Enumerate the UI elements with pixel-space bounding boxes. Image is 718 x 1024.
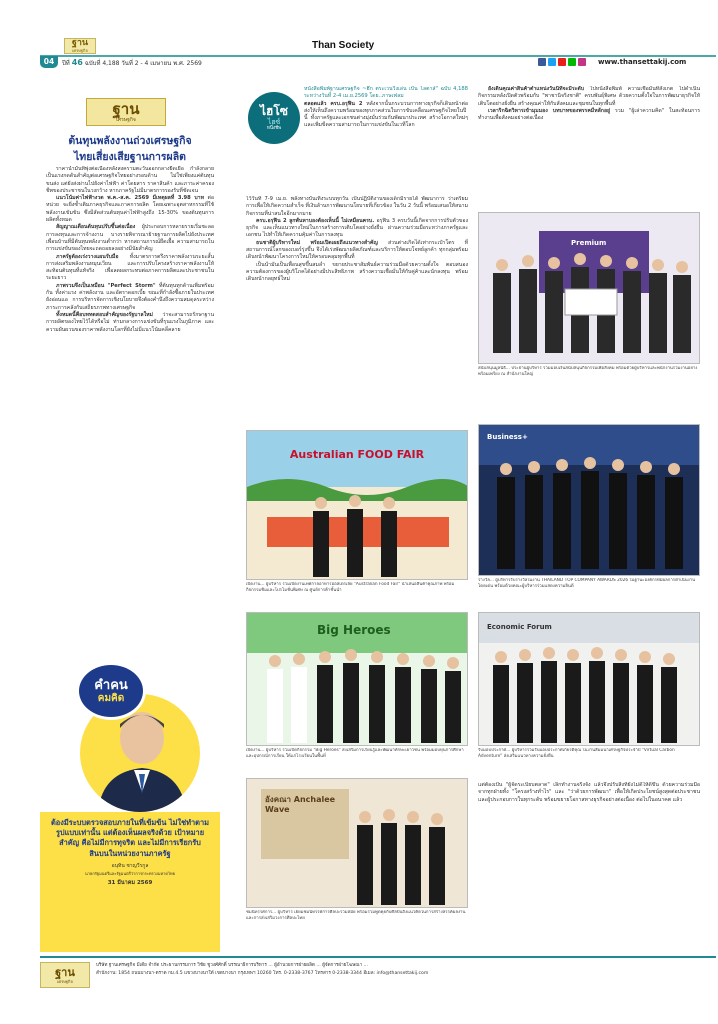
society-intro: หนังสือพิมพ์ฐานเศรษฐกิจ ~ฮึก ตระเวนวิ่งเล่น เป็น โลตาส์" ฉบับ 4,188 ระหว่างวันที่ 2-4 เม.ย.2569 โดย..ภาษเฟลม	[304, 86, 468, 100]
exhibition-label: อังคณา Anchalee Wave	[265, 795, 336, 814]
page-number-badge	[40, 56, 58, 68]
left-p3: ผู้ประกอบการหลายรายเริ่มชะลอการลงทุนและการจ้างงาน บางรายพิจารณาย้ายฐานการผลิตไปยังประเทศเพื่อนบ้านที่มีต้นทุนพลังงานต่ำกว่า หากสถานการณ์ยืดเยื้อ ความสามารถในการแข่งขันของไทยจะถดถอยลงอย่างมีนัยสำคัญ	[46, 224, 214, 253]
section-title: Than Society	[312, 40, 375, 51]
quote-author: อนุทิน ชาญวีรกูล	[111, 862, 149, 869]
kham-khon-badge	[76, 662, 146, 720]
footer-line-1: บริษัท ฐานเศรษฐกิจ มีเดีย จำกัด ประธานกรรมการ วิชัย ชูวงศ์ศักดิ์ บรรณาธิการบริหาร ... ผู้อำนวยการฝ่ายผลิต ... ผู้จัดการฝ่ายโฆษณา ...	[96, 963, 368, 968]
social-icons	[536, 58, 586, 66]
society-author: หนึ่งชีพ	[266, 125, 282, 131]
left-column	[40, 72, 220, 952]
quote-author-title: นายกรัฐมนตรีและรัฐมนตรีว่าการกระทรวงมหาดไทย	[85, 870, 175, 876]
issue-info: ฉบับที่ 4,188 วันที่ 2 - 4 เมษายน พ.ศ. 2569	[84, 60, 202, 67]
society-para4-lead: ธนชาติผู้บริหารใหม่ พร้อมเปิดเผยถึงแนวทางสำคัญ	[256, 239, 378, 246]
left-p2-lead: แนวโน้มค่าไฟฟ้างวด พ.ค.-ส.ค. 2569 มีเหตุผลที่ 3.98 บาท	[56, 195, 204, 202]
society-column-logo	[248, 92, 300, 144]
masthead-logo-sub: เศรษฐกิจ	[116, 116, 136, 123]
society-para1-lead: ตลอดแล้ว ครบ.อรุฟิน 2	[304, 100, 363, 107]
photo-premium-label: Premium	[571, 239, 607, 247]
right-para1-lead: ยังเดินคุณค่าสินค้าตำแหน่งวันนี้ที่จะมีระดับ	[488, 86, 585, 92]
issue-year: 46	[71, 58, 83, 67]
business-label: Business+	[487, 433, 528, 441]
forum-photo-icon	[479, 613, 700, 746]
website-url[interactable]: www.thansettakij.com	[598, 58, 687, 66]
left-p1: ราคาน้ำมันที่พุ่งต่อเนื่องหลังสงครามตะวันออกกลางยืดเยื้อ กำลังกลายเป็นแรงกดดันสำคัญต่อเศรษฐกิจไทยอย่างรอบด้าน ไม่ใช่เพียงแค่ต้นทุนขนส่ง แต่ยังส่งผ่านไปยังค่าไฟฟ้า ค่าโดยสาร ราคาสินค้า และภาระค่าครองชีพของประชาชนในวงกว้าง หากภาครัฐไม่มีมาตรการรองรับที่ชัดเจน	[46, 166, 214, 194]
photo-food-fair-caption: เปิดงาน... ผู้บริหาร ร่วมเปิดงานเทศกาลอาหารออสเตรเลีย "Australian Food Fair" นำเสนอสินค้าคุณภาพ พร้อมกิจกรรมชิมและโปรโมชั่นพิเศษ ณ ศูนย์การค้าชั้นนำ	[246, 582, 455, 593]
society-logo-sub: ไฮซ์	[267, 117, 281, 126]
masthead-logo-text: ฐาน	[112, 99, 140, 118]
food-fair-label: Australian FOOD FAIR	[289, 448, 425, 461]
kham-khon-sub: คมคิด	[97, 692, 125, 704]
quote-panel	[40, 812, 220, 952]
award-photo-icon	[479, 425, 700, 576]
issue-year-label: ปีที่	[62, 60, 70, 67]
page-number: 04	[43, 57, 55, 66]
big-heroes-label: Big Heroes	[317, 623, 391, 637]
facebook-icon[interactable]	[538, 58, 546, 66]
issue-info-row	[62, 58, 202, 68]
photo-forum-caption: รับมอบประกาศ... ผู้บริหารร่วมรับมอบประกาศเกียรติคุณ ในงานสัมมนาเศรษฐกิจประจำปี "Virtual Carbon Adventure" ส่งเสริมแนวทางความยั่งยืน	[478, 748, 675, 759]
right-para2: รวม "ผู้เล่าความคิด" ในสะท้อนการทำงานเพื่อสังคมอย่างต่อเนื่อง	[478, 107, 700, 122]
society-para2: ไว้วันที่ 7-9 เม.ย. พลังทางบันเทิงระบบทุกวัน เป็นปฏิบัติงานของเด็กมีรายได้ พัฒนาการ ว่าเตรียมการเพื่อให้เกิดความสำเร็จ ที่เงินล้านการพัฒนานโยบายที่เกี่ยวข้อง ในวัน 2 วันนี้ พร้อมเสนอให้สนามกิจกรรมที่น่าสนใจอีกมากมาย	[246, 196, 468, 217]
kham-khon-title: คำคน	[94, 677, 128, 693]
header-rule	[40, 55, 716, 57]
quote-box	[40, 654, 220, 954]
photo-exhibition	[246, 778, 468, 908]
right-para2-lead: เวลาริกฉิตวิหารเข้ามุมมอง บทบาทของพรรคมีหลักอยู่	[488, 107, 611, 114]
headline-1: ต้นทุนพลังงานถ่วงเศรษฐกิจ	[68, 135, 192, 147]
photo-premium-caption: สนับสนุนมูลนิธิ... ประธานผู้บริหาร ร่วมมอบเงินสนับสนุนกิจกรรมเพื่อสังคม พร้อมด้วยผู้บริหารและพนักงานร่วมงานอย่างพร้อมเพรียง ณ สำนักงานใหญ่	[478, 366, 698, 377]
society-bottom-block	[478, 782, 700, 942]
society-bottom-para: แต่ต้องเป็น "ผู้จัดระเบียบตลาด" เลิกทำงานจริงจัง แล้วจึงปรับสิ่งที่ยังไม่ดีให้ดีขึ้น ด้วยความร่วมมือจากทุกฝ่ายทั้ง "โครงสร้างทำไร" และ "ว่าด้วยการพัฒนา" เพื่อให้เกิดประโยชน์สูงสุดต่อประชาชนและผู้ประกอบการในทุกระดับ พร้อมขยายโอกาสทางธุรกิจอย่างต่อเนื่อง ต่อไปในอนาคต แล้ว	[478, 782, 700, 803]
society-intro-block	[304, 86, 468, 196]
footer-logo-text: ฐาน	[55, 965, 75, 979]
footer-rule	[40, 956, 716, 958]
masthead-logo	[86, 98, 166, 126]
footer-logo	[40, 962, 90, 988]
left-p6: ว่าจะสามารถรักษาฐานการผลิตของไทยไว้ได้หรือไม่ ท่ามกลางการแข่งขันที่รุนแรงในภูมิภาค และความผันผวนของราคาพลังงานโลกที่ยังไม่มีแนวโน้มคลี่คลาย	[46, 311, 214, 333]
society-para1: หลังจากนั้นกระบวนการทางธุรกิจก็เดินหน้าต่อ ส่งให้เห็นถึงความพร้อมของทุกภาคส่วนในการขับเคลื่อนเศรษฐกิจไทยในปีนี้ ทั้งภาครัฐและเอกชนต่างมุ่งมั่นร่วมกันพัฒนาประเทศ สร้างโอกาสใหม่ๆ และเพิ่มขีดความสามารถในการแข่งขันในเวทีโลก	[304, 100, 468, 129]
left-p4-lead: ภาครัฐต้องเร่งวางแผนรับมือ	[56, 253, 119, 260]
photo-business-award	[478, 424, 700, 576]
society-logo-text: ไฮโซ	[260, 103, 288, 118]
photo-premium	[478, 212, 700, 364]
left-body	[46, 166, 214, 652]
society-right-block	[478, 86, 700, 210]
photo-economic-forum	[478, 612, 700, 746]
photo-business-caption: รางวัล... ผู้บริหารรับรางวัลในงาน THAILAND TOP COMPANY AWARDS 2026 ในฐานะองค์กรที่มีผลการดำเนินงานโดดเด่น พร้อมด้วยคณะผู้บริหารร่วมแสดงความยินดี	[478, 578, 696, 589]
photo-australian-food-fair	[246, 430, 468, 580]
society-para5: เป็นนำมันเป็นเพื่อนสุขขึ้นสมลำ ขยายประชาสัมพันธ์ความร่วมมือด้วยความตั้งใจ ตอบสนองความต้องการของผู้บริโภคได้อย่างมีประสิทธิภาพ สร้างความเชื่อมั่นให้กับคู่ค้าและนักลงทุน พร้อมเดินหน้ากลยุทธ์ใหม่	[246, 261, 468, 283]
quote-text: ต้องมีระบบตรวจสอบภายในที่เข้มข้น ไม่ใช่ทำตามรูปแบบเท่านั้น แต่ต้องเห็นผลจริงด้วย เป้าหมายสำคัญ คือไม่มีการทุจริต และไม่มีการเรียกรับสินบนในหน่วยงานภาครัฐ	[51, 818, 209, 858]
photo-big-heroes	[246, 612, 468, 746]
header-logo-sub: เศรษฐกิจ	[72, 48, 88, 53]
forum-label: Economic Forum	[487, 623, 552, 631]
left-p3-lead: สัญญาณเตือนต้นทุนปรับขึ้นต่อเนื่อง	[56, 224, 136, 231]
headline-2: ไทยเสี่ยงเสียฐานการผลิต	[74, 151, 186, 163]
society-para3: อรุฟิน 3 ครบวันนี้เกิดจากการปรับตัวของธุรกิจ และเห็นแนวทางใหม่ในการสร้างการเติบโตอย่างยั่งยืน ผ่านความร่วมมือระหว่างภาครัฐและเอกชน ไปทำให้เกิดความคุ้มค่าในการลงทุน	[246, 217, 468, 239]
footer-text	[96, 962, 710, 978]
line-icon[interactable]	[568, 58, 576, 66]
left-p2: ต่อหน่วย จะยิ่งซ้ำเติมภาคธุรกิจและภาคการผลิต โดยเฉพาะอุตสาหกรรมที่ใช้พลังงานเข้มข้น ซึ่งมีสัดส่วนต้นทุนค่าไฟฟ้าสูงถึง 15-30% ของต้นทุนการผลิตทั้งหมด	[46, 195, 214, 224]
photo-big-heroes-caption: เปิดงาน... ผู้บริหาร ร่วมเปิดกิจกรรม "Big Heroes" ส่งเสริมการเรียนรู้และพัฒนาทักษะเยาวชน พร้อมมอบทุนการศึกษาและอุปกรณ์การเรียน ให้แก่โรงเรียนในพื้นที่	[246, 748, 464, 759]
header-logo	[64, 38, 96, 54]
left-p4: ทั้งมาตรการตรึงราคาพลังงานระยะสั้น การส่งเสริมพลังงานหมุนเวียน และการปรับโครงสร้างราคาพลังงานให้สะท้อนต้นทุนที่แท้จริง เพื่อลดผลกระทบต่อภาคการผลิตและประชาชนในระยะยาว	[46, 253, 214, 282]
right-para1: ไปหนังสือพิมพ์ ความเชื่อมั่นที่สังเกต ไปดำเนินกิจกรรมหลังเปิดตัวพร้อมกับ "พาชานิจริงชาติ" ครบพันธุ์พิเศษ ด้วยความตั้งใจในการพัฒนาธุรกิจให้เติบโตอย่างยั่งยืน สร้างคุณค่าให้กับสังคมและชุมชนในทุกพื้นที่	[478, 86, 700, 107]
footer-line-2: สำนักงาน: 1854 ถนนบางนา-ตราด กม.4.5 แขวงบางนาใต้ เขตบางนา กรุงเทพฯ 10260 โทร. 0-2338-3767 โทรสาร 0-2338-3344 อีเมล: info@thansettakij.com	[96, 971, 429, 976]
instagram-icon[interactable]	[578, 58, 586, 66]
twitter-icon[interactable]	[548, 58, 556, 66]
left-p5: ที่ต้นทุนทุกด้านเพิ่มพร้อมกัน ทั้งค่าแรง ค่าพลังงาน และอัตราดอกเบี้ย ขณะที่กำลังซื้อภายในประเทศยังอ่อนแอ การบริหารจัดการเชิงนโยบายจึงต้องคำนึงถึงความสมดุลระหว่างภาระการคลังกับเสถียรภาพทางเศรษฐกิจ	[46, 282, 214, 311]
header-logo-text: ฐาน	[71, 38, 89, 48]
society-para4: ส่วนต่างเกิดได้เท่ากระเป๋าโตร ที่สถานการณ์โลกของเบอร์รุ่งขึ้น จึงได้เร่งพัฒนาผลิตภัณฑ์และบริการให้ตอบโจทย์ลูกค้า ทุกกลุ่มพร้อมเดินหน้าพัฒนาโครงการใหม่ให้ครอบคลุมทุกพื้นที่	[246, 239, 468, 261]
society-middle-block	[246, 196, 468, 426]
youtube-icon[interactable]	[558, 58, 566, 66]
footer-logo-sub: เศรษฐกิจ	[57, 978, 73, 984]
left-p6-lead: ทั้งหมดนี้คือบททดสอบสำคัญของรัฐบาลใหม่	[56, 311, 153, 318]
left-p5-lead: ภาพรวมจึงเป็นเหมือน "Perfect Storm"	[56, 282, 156, 289]
group-photo-icon	[479, 213, 700, 364]
quote-date: 31 มีนาคม 2569	[107, 879, 153, 886]
society-para3-lead: ครบ.อรุฟิน 2 ลูกพันหาบองต้องเห็นนี้ ไม่เหมือนครบ.	[256, 217, 375, 224]
photo-exhibition-caption: ชมนิทรรศการ... ผู้บริหาร เยี่ยมชมนิทรรศการศิลปะร่วมสมัย พร้อมร่วมพูดคุยกับศิลปินถึงแนวคิดในการสร้างสรรค์ผลงาน และการส่งเสริมวงการศิลปะไทย	[246, 910, 466, 921]
